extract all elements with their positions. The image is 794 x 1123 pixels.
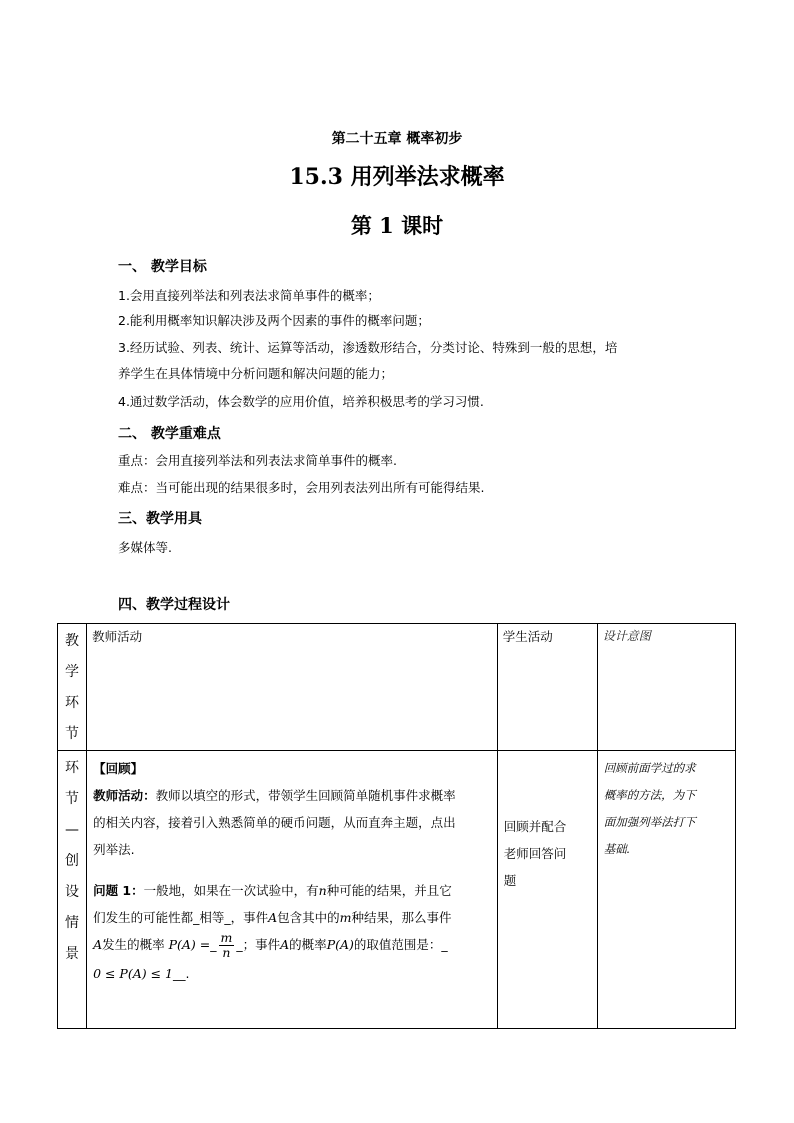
stage-char: 节 (65, 791, 80, 807)
intent-text: 回顾前面学过的求 (603, 761, 696, 775)
process-table (57, 623, 736, 1029)
table-row (58, 751, 736, 1029)
stage-header-char: 节 (65, 726, 80, 742)
stage-char: — (65, 822, 80, 838)
goals-heading: 一、 教学目标 (118, 259, 207, 275)
fraction-m-over-n (219, 931, 235, 960)
student-text: 回顾并配合 (503, 819, 567, 834)
teacher-text: 的相关内容，接着引入熟悉简单的硬币问题，从而直奔主题，点出 (93, 815, 456, 830)
student-activity-cell (497, 751, 597, 1029)
question-text: 包含其中的 (277, 910, 340, 925)
goal-item: 4.通过数学活动，体会数学的应用价值，培养积极思考的学习习惯. (118, 394, 484, 409)
teacher-activity-cell (87, 751, 498, 1029)
chapter-heading: 第二十五章 概率初步 (331, 131, 463, 147)
student-activity-header: 学生活动 (497, 624, 597, 751)
intent-text: 面加强列举法打下 (603, 815, 696, 829)
teacher-activity-header: 教师活动 (87, 624, 498, 751)
question-text: 的取值范围是：_ (353, 937, 448, 952)
intent-text: 基础. (603, 842, 631, 856)
intent-text: 概率的方法，为下 (603, 788, 696, 802)
question-text: 一般地，如果在一次试验中，有 (143, 883, 319, 898)
stage-header-char: 学 (65, 664, 80, 680)
question-label: 问题 1： (93, 883, 144, 898)
goal-item: 3.经历试验、列表、统计、运算等活动，渗透数形结合，分类讨论、特殊到一般的思想，培 (118, 340, 618, 355)
prob-range: 0 ≤ P(A) ≤ 1 (93, 966, 174, 981)
table-header-row (58, 624, 736, 751)
stage-char: 景 (65, 946, 80, 962)
teacher-text: 教师以填空的形式，带领学生回顾简单随机事件求概率 (155, 788, 456, 803)
tools-heading: 三、教学用具 (118, 511, 202, 527)
var-a: A (280, 937, 290, 952)
question-text: 的概率 (289, 937, 327, 952)
process-heading: 四、教学过程设计 (118, 597, 230, 613)
fraction-numerator: m (220, 930, 233, 945)
goal-item: 1.会用直接列举法和列表法求简单事件的概率； (118, 288, 380, 303)
goal-item: 养学生在具体情境中分析问题和解决问题的能力； (118, 366, 394, 381)
question-text: 发生的概率 (102, 937, 165, 952)
lesson-subtitle: 第 1 课时 (350, 213, 444, 238)
fraction-denominator: n (222, 945, 231, 960)
var-a: A (93, 937, 103, 952)
stage-char: 情 (65, 915, 80, 931)
stage-header-char: 环 (65, 695, 80, 711)
tools-text: 多媒体等. (118, 540, 172, 555)
prob-expression: P(A) (326, 937, 354, 952)
stage-char: 创 (65, 853, 80, 869)
student-text: 题 (503, 873, 517, 888)
key-point: 重点：会用直接列举法和列表法求简单事件的概率. (118, 453, 397, 468)
teacher-text: 列举法. (93, 842, 135, 857)
teacher-activity-label: 教师活动： (93, 788, 156, 803)
question-text: 们发生的可能性都_相等_，事件 (93, 910, 269, 925)
goal-item: 2.能利用概率知识解决涉及两个因素的事件的概率问题； (118, 313, 430, 328)
question-text: 种结果，那么事件 (351, 910, 452, 925)
prob-expression: P(A) (168, 937, 196, 952)
lesson-title: 15.3 用列举法求概率 (289, 164, 505, 190)
stage-header-char: 教 (65, 633, 80, 649)
difficult-point: 难点：当可能出现的结果很多时，会用列表法列出所有可能得结果. (118, 480, 485, 495)
design-intent-cell (597, 751, 735, 1029)
stage-cell (58, 751, 87, 1029)
key-points-heading: 二、 教学重难点 (118, 426, 221, 442)
var-n: n (318, 883, 327, 898)
question-text: 种可能的结果，并且它 (326, 883, 452, 898)
stage-header (58, 624, 87, 751)
design-intent-header: 设计意图 (597, 624, 735, 751)
equals-blank: =_ (199, 937, 217, 952)
question-text: _；事件 (236, 937, 281, 952)
stage-char: 环 (65, 760, 80, 776)
review-label: 【回顾】 (93, 761, 144, 776)
stage-char: 设 (65, 884, 80, 900)
var-a: A (268, 910, 278, 925)
student-text: 老师回答问 (503, 846, 567, 861)
question-text: __. (173, 966, 190, 981)
var-m: m (339, 910, 352, 925)
